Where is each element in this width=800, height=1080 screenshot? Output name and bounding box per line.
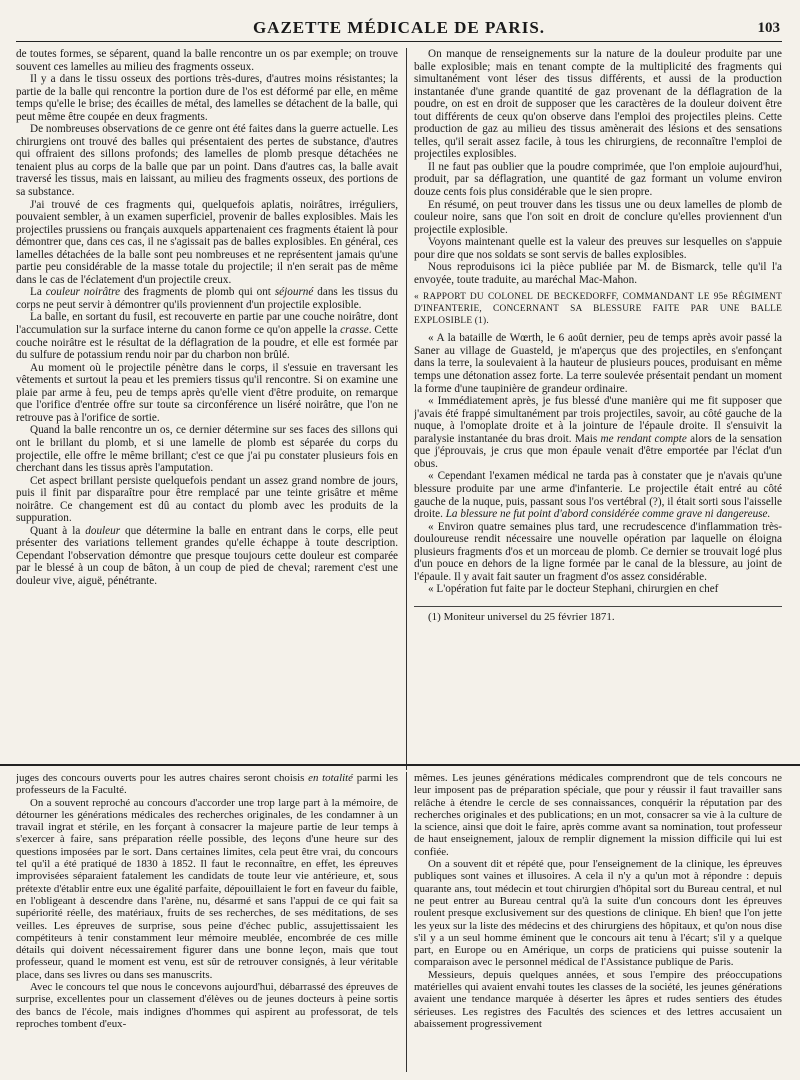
paragraph: Cet aspect brillant persiste quelquefois pendant un assez grand nombre de jours, puis il finit par disparaître pour être remplacé par une teinte grisâtre et même noirâtre. Ce changement est dû au contact du plomb avec les produits de la suppuration. — [16, 474, 398, 525]
upper-section — [16, 48, 782, 770]
paragraph: « Cependant l'examen médical ne tarda pas à constater que je n'avais qu'une blessure produite par une arme d'infanterie. Le projectile était entré au côté gauche de la nuque, puis, passant sous l'os vertébral (?), il était sorti sous l'aisselle droite. La blessure ne fut point d'abord considérée comme grave ni dangereuse. — [414, 470, 782, 521]
paragraph: mêmes. Les jeunes générations médicales comprendront que de tels concours ne leur imposent pas de préparation spéciale, que pour y réussir il faut travailler sans relâche à étendre le cercle de ses connaissances, conquérir la réputation par des recherches originales et des publications; en un mot, consacrer sa vie à la culture de la science, ainsi que doit le faire, après comme avant sa nomination, tout professeur de haut enseignement, jaloux de remplir dignement la mission difficile qui lui est confiée. — [414, 772, 782, 858]
column-divider — [406, 772, 407, 1072]
section-separator — [0, 764, 800, 766]
paragraph: Il ne faut pas oublier que la poudre comprimée, que l'on emploie aujourd'hui, produit, par sa déflagration, une quantité de gaz formant un volume environ douze cents fois plus considérable que le sien propre. — [414, 160, 782, 199]
paragraph: De nombreuses observations de ce genre ont été faites dans la guerre actuelle. Les chirurgiens ont trouvé des balles qui présentaient des pertes de substance, d'autres qui offraient des sillons profonds; des lamelles de plomb presque détachées ne tenaient plus au corps de la balle que par un point. Dans d'autres cas, la balle avait traversé les tissus, mais en laissant, au milieu des fragments osseux, des portions de sa substance. — [16, 123, 398, 199]
paragraph: Nous reproduisons ici la pièce publiée par M. de Bismarck, telle qu'il l'a envoyée, toute traduite, au maréchal Mac-Mahon. — [414, 261, 782, 286]
report-heading: « RAPPORT DU COLONEL DE BECKEDORFF, COMMANDANT LE 95e RÉGIMENT D'INFANTERIE, CONCERNANT SA BLESSURE FAITE PAR UNE BALLE EXPLOSIBLE (1). — [414, 292, 782, 327]
paragraph: « A la bataille de Wœrth, le 6 août dernier, peu de temps après avoir passé la Saner au village de Guasteld, je m'aperçus que des projectiles, en s'enfonçant dans la terre, la soulevaient à la hauteur de plusieurs pouces, produisant en même temps une détonation assez forte. La terre soulevée présentait pendant un moment la forme d'une taupinière de grandeur ordinaire. — [414, 332, 782, 395]
lower-left-column — [16, 772, 398, 1072]
column-divider — [406, 48, 407, 770]
paragraph: juges des concours ouverts pour les autres chaires seront choisis en totalité parmi les professeurs de la Faculté. — [16, 772, 398, 797]
lower-right-column — [414, 772, 782, 1072]
footnote: (1) Moniteur universel du 25 février 1871. — [428, 610, 615, 623]
paragraph: Il y a dans le tissu osseux des portions très-dures, d'autres moins résistantes; la partie de la balle qui rencontre la portion dure de l'os est déformé par elle, en même temps qu'elle le brise; des écailles de métal, des lamelles se détachent de la balle, qui peut même être coupée en deux fragments. — [16, 73, 398, 123]
paragraph: Voyons maintenant quelle est la valeur des preuves sur lesquelles on s'appuie pour dire que nos soldats se sont servis de balles explosibles. — [414, 236, 782, 261]
paragraph: La couleur noirâtre des fragments de plomb qui ont séjourné dans les tissus du corps ne peut servir à démontrer qu'ils proviennent d'un projectile explosible. — [16, 286, 398, 311]
paragraph: On manque de renseignements sur la nature de la douleur produite par une balle explosible; mais en tenant compte de la multiplicité des fragments qui simultanément vont léser des tissus différents, et aussi de la production instantanée d'une grande quantité de gaz provenant de la déflagration de la poudre, on est en droit de supposer que les caractères de la douleur doivent être tout différents de ceux qu'on observe dans l'emploi des projectiles pleins. Cette production de gaz au milieu des tissus amènerait des lésions et des sensations telles, qu'il serait assez facile, à tous les chirurgiens, de reconnaître l'emploi de projectiles explosibles. — [414, 48, 782, 161]
paragraph: Avec le concours tel que nous le concevons aujourd'hui, débarrassé des épreuves de surprise, excellentes pour un classement d'élèves ou de jeunes docteurs à peine sortis des bancs de l'école, mais indignes d'hommes qui aspirent au professorat, de tels reproches tombent d'eux- — [16, 981, 398, 1030]
paragraph: En résumé, on peut trouver dans les tissus une ou deux lamelles de plomb de couleur noire, sans que l'on soit en droit de conclure qu'elles proviennent d'un projectile explosible. — [414, 198, 782, 236]
paragraph: Quand la balle rencontre un os, ce dernier détermine sur ses faces des sillons qui ont le brillant du plomb, et si une lamelle de plomb est séparée du corps du projectile, elle offre le même brillant; c'est ce que j'ai pu constater plusieurs fois en cherchant dans les tissus après l'amputation. — [16, 424, 398, 475]
journal-title: GAZETTE MÉDICALE DE PARIS. — [252, 18, 546, 37]
paragraph: Quant à la douleur que détermine la balle en entrant dans le corps, elle peut présenter des variations tellement grandes qu'elle échappe à toute description. Cependant l'observation démontre que presque toujours cette douleur est comparée par le blessé à un coup de bâton, à un coup de pied de cheval; rarement c'est une douleur vive, aiguë, pénétrante. — [16, 524, 398, 587]
paragraph: « Immédiatement après, je fus blessé d'une manière qui me fit supposer que j'avais été frappé simultanément par trois projectiles, savoir, au côté gauche de la nuque, à l'omoplate droite et à la jointure de l'épaule droite. Il s'ensuivit la paralysie instantanée du bras droit. Mais me rendant compte alors de la sensation que j'éprouvais, je crus que mon épaule venait d'être emportée par l'éclat d'un obus. — [414, 395, 782, 470]
lower-section — [16, 772, 782, 1072]
paragraph: J'ai trouvé de ces fragments qui, quelquefois aplatis, noirâtres, irréguliers, pouvaient sembler, à un examen superficiel, provenir de balles explosibles. Mais les projectiles prussiens ou français auxquels appartenaient ces fragments étaient là pour démontrer que, dans ces cas, il ne s'agissait pas de balles explosibles. En général, ces lamelles détachées de la balle sont peu nombreuses et ne représentent jamais qu'une partie peu considérable de la masse totale du projectile; il n'en serait pas de même dans le cas de l'éclatement d'un projectile creux. — [16, 198, 398, 286]
paragraph: On a souvent dit et répété que, pour l'enseignement de la clinique, les épreuves publiques sont vaines et illusoires. A cela il n'y a qu'un mot à répondre : depuis quarante ans, tout médecin et tout chirurgien d'hôpital sort du Bureau central, et nul ne peut entrer au Bureau central qu'à la suite d'un concours dont les épreuves roulent presque exclusivement sur des questions de clinique. Eh bien! que l'on jette les yeux sur la liste des médecins et des chirurgiens des hôpitaux, et qu'on nous dise s'il y a un seul homme éminent que le concours ait tenu à l'écart; s'il y a quelque part, en Europe ou en Amérique, un corps de praticiens qui puisse soutenir la comparaison avec le personnel médical de l'Assistance publique de Paris. — [414, 858, 782, 969]
page-header — [16, 14, 782, 42]
page-number: 103 — [757, 20, 780, 36]
upper-left-column — [16, 48, 398, 770]
paragraph: Messieurs, depuis quelques années, et sous l'empire des préoccupations matérielles qui avaient envahi toutes les classes de la société, les jeunes générations avaient une tendance marquée à déserter les âpres et rudes sentiers des études sérieuses. Les registres des Facultés des sciences et des lettres accusaient un abaissement progressivement — [414, 968, 782, 1030]
paragraph: « L'opération fut faite par le docteur Stephani, chirurgien en chef — [428, 583, 719, 596]
paragraph: On a souvent reproché au concours d'accorder une trop large part à la mémoire, de détourner les générations médicales des recherches originales, de les condamner à un travail ingrat et stérile, en les forçant à consacrer la majeure partie de leur temps à s'exercer à faire, sans préparation réelle possible, des leçons d'une heure sur des questions imposées par le sort. Dans certaines limites, cela peut être vrai, du concours tel qu'il a été pratiqué de 1830 à 1852. Il faut le reconnaître, en effet, les épreuves improvisées séparaient fatalement les candidats de toute leur vie antérieure, et, sous prétexte d'établir entre eux une égalité parfaite, dépouillaient le fort en faveur du faible, en l'obligeant à descendre dans l'arène, nu, désarmé et sans l'appui de ce qui fait sa supériorité réelle, des matériaux, fruits de ses recherches, de ses méditations, de ses veilles. Les épreuves de surprise, sous peine d'échec public, assujettissaient les compétiteurs à tenir constamment leur mémoire meublée, encombrée de ces mille détails qui doivent nécessairement figurer dans une bonne leçon, mais que tout professeur, quand le moment est venu, est sûr de retrouver consignés, à leur véritable place, dans ses livres ou dans ses manuscrits. — [16, 796, 398, 981]
upper-right-column — [414, 48, 782, 770]
paragraph: « Environ quatre semaines plus tard, une recrudescence d'inflammation très-douloureuse rendit nécessaire une nouvelle opération par laquelle on éloigna plusieurs fragments d'os et un morceau de plomb. Ce dernier se trouvait logé plus d'un pouce en dehors de la ligne formée par le canal de la blessure, au joint de l'épaule. Il y avait fait sauter un fragment d'os assez considérable. — [414, 520, 782, 583]
paragraph: Au moment où le projectile pénètre dans le corps, il s'essuie en traversant les vêtements et surtout la peau et les premiers tissus qu'il rencontre. Si on examine une plaie par arme à feu, peu de temps après qu'elle vient d'être produite, on remarque que l'orifice d'entrée offre sur toute sa circonférence un liséré noirâtre, que l'on ne retrouve pas à l'orifice de sortie. — [16, 361, 398, 424]
paragraph: La balle, en sortant du fusil, est recouverte en partie par une couche noirâtre, dont l'accumulation sur la surface interne du canon forme ce qu'on appelle la crasse. Cette couche noirâtre est le résultat de la déflagration de la poudre, et elle est formée par du sulfure de potassium rendu noir par du charbon non brûlé. — [16, 311, 398, 362]
footnote-rule — [414, 606, 782, 607]
paragraph: de toutes formes, se séparent, quand la balle rencontre un os par exemple; on trouve souvent ces lamelles au milieu des fragments osseux. — [16, 48, 398, 73]
